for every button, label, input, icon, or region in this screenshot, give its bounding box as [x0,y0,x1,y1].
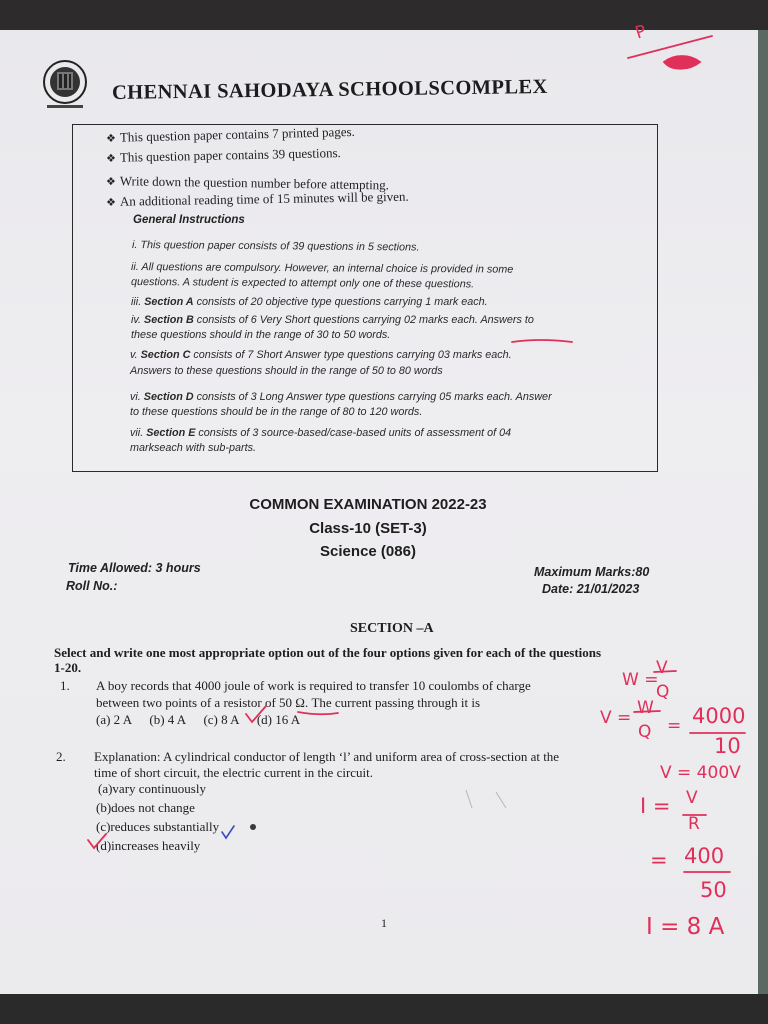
time-allowed: Time Allowed: 3 hours [68,561,201,575]
bullet-item: ❖ An additional reading time of 15 minutes will be given. [105,188,409,209]
pencil-mark [466,790,472,808]
section-instruction: Select and write one most appropriate option out of the four options given for each of the questions [54,645,602,660]
instruction-line: vi. Section D consists of 3 Long Answer type questions carrying 05 marks each. Answer [130,391,552,403]
instruction-line: to these questions should be in the range of 80 to 120 words. [130,406,423,418]
question-text: time of short circuit, the electric current in the circuit. [94,765,374,780]
exam-class: Class-10 (SET-3) [309,520,427,537]
handwritten-formula: = [667,716,682,736]
pencil-mark [496,792,506,808]
section-title: SECTION –A [350,621,434,636]
handwritten-formula: W [637,698,654,718]
option-c: (c)reduces substantially [96,819,220,834]
bullet-diamond-icon: ❖ [105,196,116,209]
handwritten-formula: I = [640,794,671,818]
exam-subject: Science (086) [320,543,416,560]
handwritten-result: V = 400V [660,763,741,783]
instruction-line: v. Section C consists of 7 Short Answer type questions carrying 03 marks each. [130,349,512,361]
handwritten-formula: Q [656,682,670,702]
question-text: Explanation: A cylindrical conductor of length ‘l’ and uniform area of cross-section at the [94,749,560,764]
bullet-item: ❖ This question paper contains 7 printed pages. [105,123,356,145]
handwritten-formula: 50 [700,878,727,902]
bullet-item: ❖ Write down the question number before attempting. [105,173,390,193]
option-b: (b)does not change [96,800,195,815]
instruction-line: Answers to these questions should in the range of 50 to 80 words [130,365,443,377]
school-name-title: CHENNAI SAHODAYA SCHOOLSCOMPLEX [111,75,548,104]
handwritten-formula: W = [622,670,659,690]
bullet-diamond-icon: ❖ [105,152,117,165]
option-b: (b) 4 A [149,712,187,727]
bullet-item: ❖ This question paper contains 39 questions. [105,145,341,165]
ink-underline [512,340,572,342]
handwritten-answer: I = 8 A [646,914,725,940]
instruction-line: these questions should in the range of 30 to 50 words. [131,329,391,341]
check-mark-icon [88,834,106,848]
section-instruction-range: 1-20. [54,660,82,675]
instruction-line: markseach with sub-parts. [130,442,257,454]
question-text: between two points of a resistor of 50 Ω. The current passing through it is [96,695,481,710]
option-a: (a) 2 A [96,712,133,727]
page-number: 1 [381,916,387,930]
handwritten-formula: V [686,788,698,808]
question-text: A boy records that 4000 joule of work is required to transfer 10 coulombs of charge [96,678,531,693]
option-d: (d) 16 A [256,712,301,727]
blue-check-mark-icon [222,826,234,838]
handwritten-formula: Q [638,722,652,742]
roll-no: Roll No.: [66,579,118,593]
instruction-line: iii. Section A consists of 20 objective type questions carrying 1 mark each. [131,296,488,308]
fraction-bar [634,711,660,712]
ink-underline [298,712,338,714]
handwritten-formula: 10 [714,734,741,758]
instruction-line: ii. All questions are compulsory. However, an internal choice is provided in some [130,261,514,276]
instruction-line: questions. A student is expected to attempt only one of these questions. [130,276,475,291]
handwritten-formula: V = [600,708,632,728]
question-number: 1. [60,678,70,693]
instruction-line: i. This question paper consists of 39 questions in 5 sections. [131,239,420,254]
fraction-bar [654,671,676,672]
exam-date: Date: 21/01/2023 [542,582,640,596]
handwritten-formula: R [688,814,700,834]
handwritten-formula: = [650,848,668,872]
question-number: 2. [56,749,66,764]
ink-blot [664,56,700,69]
general-instructions-heading: General Instructions [133,214,245,226]
check-mark-icon [246,706,266,722]
corner-mark: P [632,21,649,44]
handwritten-formula: 4000 [692,704,746,728]
option-c: (c) 8 A [203,712,240,727]
instruction-line: iv. Section B consists of 6 Very Short questions carrying 02 marks each. Answers to [131,314,534,326]
ink-slash [628,36,712,58]
bullet-diamond-icon: ❖ [105,132,117,145]
option-d: (d)increases heavily [96,838,201,853]
maximum-marks: Maximum Marks:80 [534,565,650,579]
option-a: (a)vary continuously [98,781,206,796]
handwritten-formula: V [656,658,668,678]
instruction-line: vii. Section E consists of 3 source-based/case-based units of assessment of 04 [130,427,512,439]
bullet-diamond-icon: ❖ [105,176,116,189]
handwritten-formula: 400 [684,844,725,868]
exam-title: COMMON EXAMINATION 2022-23 [249,496,487,513]
